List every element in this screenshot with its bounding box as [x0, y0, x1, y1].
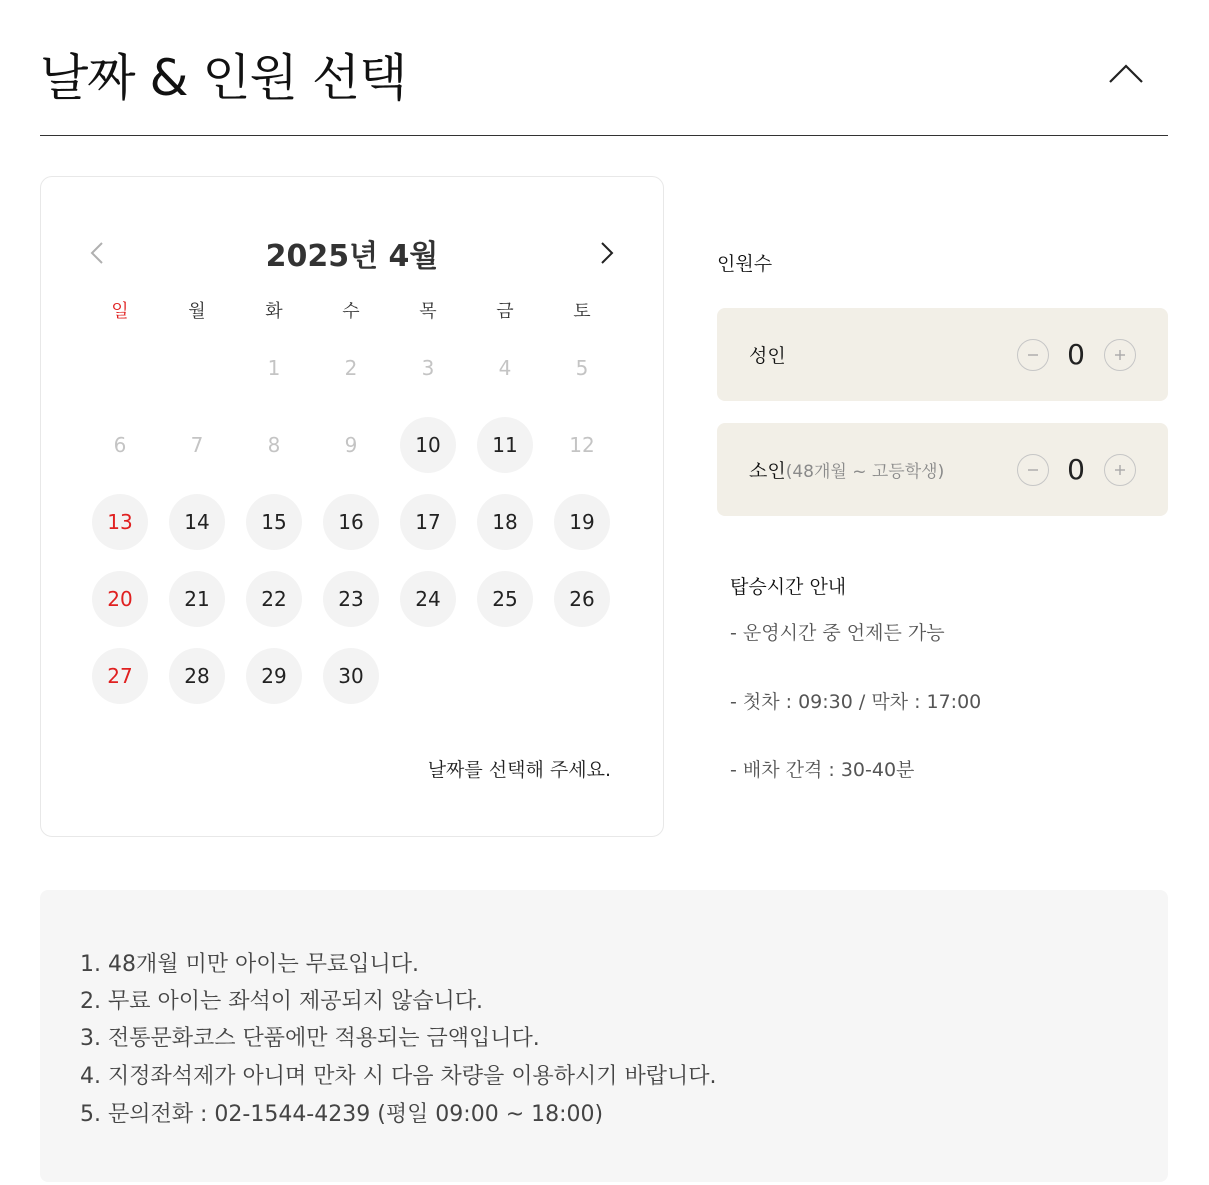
boarding-info-line: - 배차 간격 : 30-40분 [730, 759, 915, 781]
calendar-day[interactable]: 19 [554, 494, 610, 550]
calendar-day[interactable]: 28 [169, 648, 225, 704]
page-title: 날짜 & 인원 선택 [40, 49, 407, 107]
calendar-day[interactable]: 11 [477, 417, 533, 473]
notice-item: 5. 문의전화 : 02-1544-4239 (평일 09:00 ~ 18:00) [80, 1102, 604, 1127]
child-plus-button[interactable] [1104, 454, 1136, 486]
adult-count-value: 0 [1067, 338, 1085, 371]
calendar-day[interactable]: 16 [323, 494, 379, 550]
adult-minus-button[interactable] [1017, 339, 1049, 371]
minus-icon [1026, 348, 1040, 362]
calendar [40, 176, 664, 837]
calendar-day[interactable]: 18 [477, 494, 533, 550]
calendar-day[interactable]: 14 [169, 494, 225, 550]
notice-item: 1. 48개월 미만 아이는 무료입니다. [80, 952, 419, 977]
calendar-day[interactable]: 24 [400, 571, 456, 627]
child-counter [717, 423, 1168, 516]
calendar-day[interactable]: 26 [554, 571, 610, 627]
notice-item: 4. 지정좌석제가 아니며 만차 시 다음 차량을 이용하시기 바랍니다. [80, 1064, 717, 1089]
date-select-hint: 날짜를 선택해 주세요. [427, 759, 611, 781]
calendar-day: 9 [344, 433, 358, 457]
calendar-day: 8 [267, 433, 281, 457]
weekday-label: 금 [496, 301, 514, 322]
calendar-day[interactable]: 13 [92, 494, 148, 550]
section-header [40, 0, 1168, 136]
chevron-up-icon [1104, 52, 1148, 96]
weekday-label: 수 [342, 301, 360, 322]
counter-label: 성인 [749, 345, 786, 367]
boarding-info-title: 탑승시간 안내 [730, 576, 847, 598]
calendar-day: 6 [113, 433, 127, 457]
weekday-label: 목 [419, 301, 437, 322]
child-count-value: 0 [1067, 453, 1085, 486]
chevron-right-icon [591, 233, 621, 273]
notice-box [40, 890, 1168, 1182]
calendar-day: 3 [421, 356, 435, 380]
weekday-label: 화 [265, 301, 283, 322]
adult-counter [717, 308, 1168, 401]
collapse-button[interactable] [1104, 52, 1148, 96]
calendar-day[interactable]: 17 [400, 494, 456, 550]
weekday-label: 토 [573, 301, 591, 322]
people-count-label: 인원수 [717, 253, 773, 275]
calendar-day[interactable]: 27 [92, 648, 148, 704]
calendar-day[interactable]: 22 [246, 571, 302, 627]
weekday-label: 월 [188, 301, 206, 322]
calendar-day[interactable]: 21 [169, 571, 225, 627]
calendar-day[interactable]: 30 [323, 648, 379, 704]
calendar-day[interactable]: 15 [246, 494, 302, 550]
notice-item: 2. 무료 아이는 좌석이 제공되지 않습니다. [80, 989, 483, 1014]
counter-age-range: (48개월 ~ 고등학생) [785, 462, 945, 482]
calendar-day: 4 [498, 356, 512, 380]
calendar-day: 12 [569, 433, 595, 457]
calendar-day: 1 [267, 356, 281, 380]
boarding-info-line: - 첫차 : 09:30 / 막차 : 17:00 [730, 691, 982, 713]
counter-label: 소인 [749, 460, 786, 482]
calendar-day[interactable]: 10 [400, 417, 456, 473]
plus-icon [1113, 463, 1127, 477]
calendar-day: 7 [190, 433, 204, 457]
notice-item: 3. 전통문화코스 단품에만 적용되는 금액입니다. [80, 1026, 540, 1051]
calendar-month-title: 2025년 4월 [265, 239, 439, 274]
calendar-day: 2 [344, 356, 358, 380]
plus-icon [1113, 348, 1127, 362]
minus-icon [1026, 463, 1040, 477]
calendar-day: 5 [575, 356, 589, 380]
calendar-day[interactable]: 29 [246, 648, 302, 704]
next-month-button[interactable] [591, 233, 621, 273]
weekday-label: 일 [111, 301, 129, 322]
calendar-day[interactable]: 23 [323, 571, 379, 627]
adult-plus-button[interactable] [1104, 339, 1136, 371]
calendar-day[interactable]: 20 [92, 571, 148, 627]
boarding-info-line: - 운영시간 중 언제든 가능 [730, 622, 945, 644]
child-minus-button[interactable] [1017, 454, 1049, 486]
calendar-day[interactable]: 25 [477, 571, 533, 627]
